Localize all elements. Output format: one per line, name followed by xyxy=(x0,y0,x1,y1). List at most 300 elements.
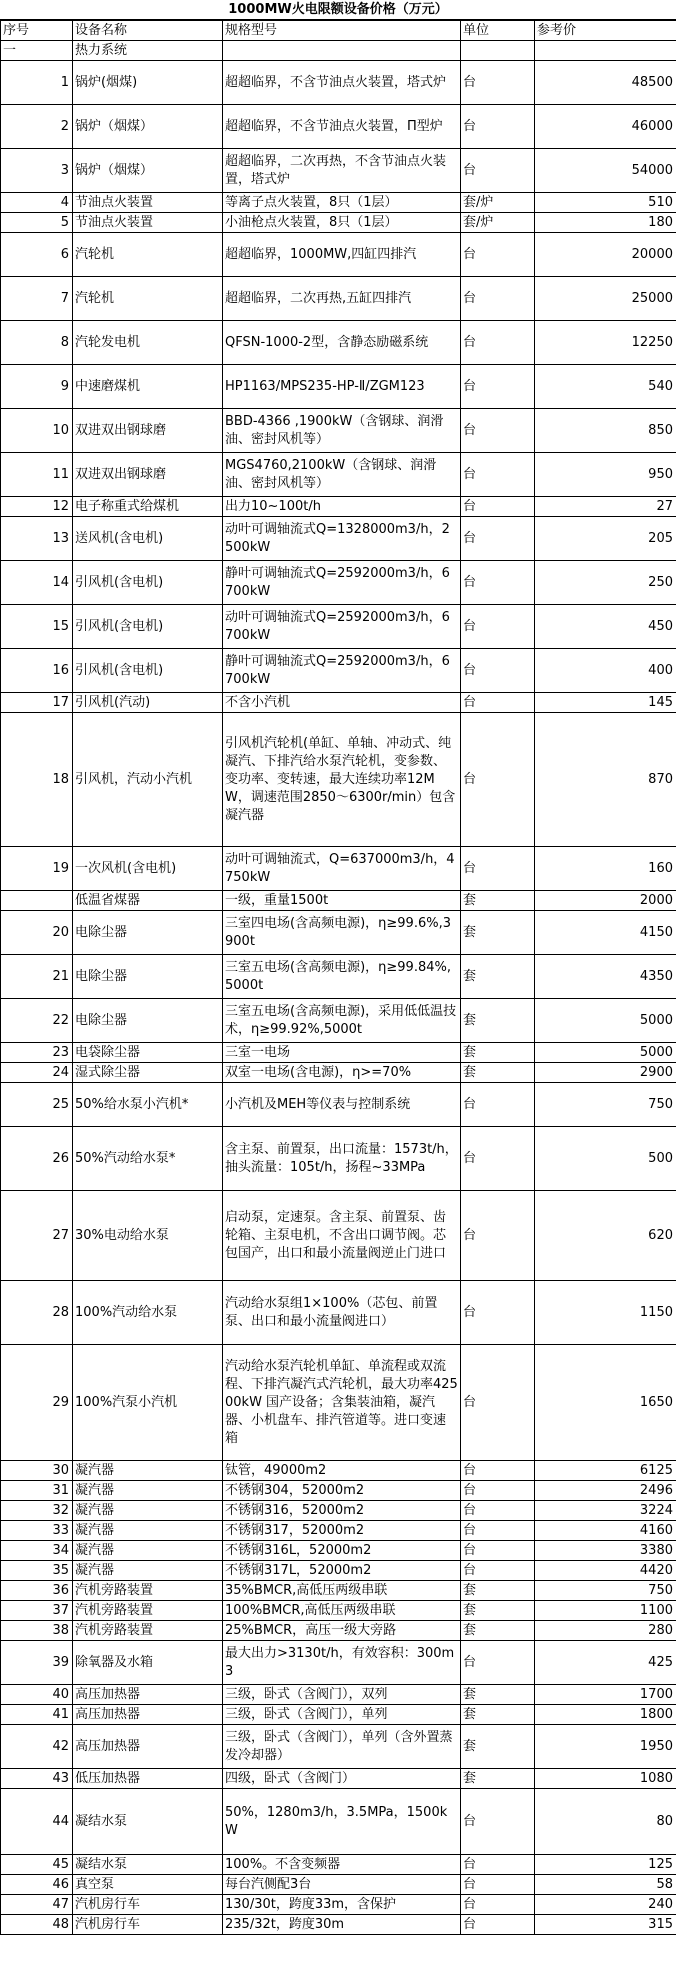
cell-no: 42 xyxy=(1,1725,73,1769)
cell-price: 5000 xyxy=(535,1043,676,1063)
cell-price: 205 xyxy=(535,517,676,561)
cell-spec: 不锈钢316L，52000m2 xyxy=(223,1541,461,1561)
cell-unit: 台 xyxy=(461,693,535,713)
cell-no: 22 xyxy=(1,999,73,1043)
table-row xyxy=(1,1481,676,1501)
table-row xyxy=(1,1501,676,1521)
cell-unit: 台 xyxy=(461,1083,535,1127)
table-row xyxy=(1,1915,676,1935)
section-unit xyxy=(461,41,535,61)
table-row xyxy=(1,149,676,193)
cell-spec: 引风机汽轮机(单缸、单轴、冲动式、纯凝汽、下排汽给水泵汽轮机，变参数、变功率、变转速，最大连续功率12MW，调速范围2850～6300r/min）包含凝汽器 xyxy=(223,713,461,847)
equipment-price-table xyxy=(0,20,676,1935)
cell-price: 620 xyxy=(535,1191,676,1281)
table-row xyxy=(1,1895,676,1915)
cell-name: 中速磨煤机 xyxy=(73,365,223,409)
cell-name: 凝汽器 xyxy=(73,1461,223,1481)
table-row xyxy=(1,1685,676,1705)
cell-price: 48500 xyxy=(535,61,676,105)
table-row xyxy=(1,517,676,561)
cell-no: 25 xyxy=(1,1083,73,1127)
cell-spec: 不锈钢316，52000m2 xyxy=(223,1501,461,1521)
table-row xyxy=(1,713,676,847)
table-row xyxy=(1,1521,676,1541)
cell-unit: 台 xyxy=(461,1481,535,1501)
cell-no: 31 xyxy=(1,1481,73,1501)
cell-name: 高压加热器 xyxy=(73,1685,223,1705)
cell-unit: 台 xyxy=(461,1501,535,1521)
cell-price: 2496 xyxy=(535,1481,676,1501)
cell-price: 950 xyxy=(535,453,676,497)
cell-name: 50%给水泵小汽机* xyxy=(73,1083,223,1127)
cell-unit: 台 xyxy=(461,1541,535,1561)
cell-unit: 台 xyxy=(461,321,535,365)
cell-unit: 台 xyxy=(461,517,535,561)
cell-price: 46000 xyxy=(535,105,676,149)
cell-unit: 台 xyxy=(461,605,535,649)
cell-price: 54000 xyxy=(535,149,676,193)
cell-price: 425 xyxy=(535,1641,676,1685)
cell-price: 1950 xyxy=(535,1725,676,1769)
cell-price: 4160 xyxy=(535,1521,676,1541)
cell-price: 870 xyxy=(535,713,676,847)
cell-no: 35 xyxy=(1,1561,73,1581)
cell-name: 低温省煤器 xyxy=(73,891,223,911)
cell-name: 凝汽器 xyxy=(73,1541,223,1561)
cell-price: 750 xyxy=(535,1581,676,1601)
cell-spec: 汽动给水泵汽轮机单缸、单流程或双流程、下排汽凝汽式汽轮机，最大功率42500kW 国产设备；含集装油箱，凝汽器、小机盘车、排汽管道等。进口变速箱 xyxy=(223,1345,461,1461)
cell-price: 850 xyxy=(535,409,676,453)
cell-price: 1700 xyxy=(535,1685,676,1705)
cell-name: 凝汽器 xyxy=(73,1521,223,1541)
cell-spec: 100%BMCR,高低压两级串联 xyxy=(223,1601,461,1621)
cell-name: 节油点火装置 xyxy=(73,213,223,233)
cell-price: 4150 xyxy=(535,911,676,955)
table-row xyxy=(1,365,676,409)
cell-unit: 台 xyxy=(461,453,535,497)
cell-spec: 不含小汽机 xyxy=(223,693,461,713)
cell-price: 1650 xyxy=(535,1345,676,1461)
cell-spec: 每台汽侧配3台 xyxy=(223,1875,461,1895)
cell-price: 5000 xyxy=(535,999,676,1043)
table-row xyxy=(1,693,676,713)
cell-name: 汽轮发电机 xyxy=(73,321,223,365)
cell-no: 41 xyxy=(1,1705,73,1725)
table-row xyxy=(1,1461,676,1481)
table-row xyxy=(1,911,676,955)
cell-unit: 套 xyxy=(461,1043,535,1063)
cell-unit: 台 xyxy=(461,149,535,193)
cell-no: 36 xyxy=(1,1581,73,1601)
cell-spec: 动叶可调轴流式Q=1328000m3/h，2500kW xyxy=(223,517,461,561)
cell-unit: 套 xyxy=(461,1063,535,1083)
header-unit: 单位 xyxy=(461,21,535,41)
cell-no: 38 xyxy=(1,1621,73,1641)
cell-price: 125 xyxy=(535,1855,676,1875)
cell-no: 3 xyxy=(1,149,73,193)
cell-no: 40 xyxy=(1,1685,73,1705)
cell-spec: 100%。不含变频器 xyxy=(223,1855,461,1875)
cell-spec: 不锈钢317L，52000m2 xyxy=(223,1561,461,1581)
cell-no: 9 xyxy=(1,365,73,409)
cell-no: 2 xyxy=(1,105,73,149)
table-row xyxy=(1,999,676,1043)
cell-name: 电子称重式给煤机 xyxy=(73,497,223,517)
cell-no: 28 xyxy=(1,1281,73,1345)
cell-price: 400 xyxy=(535,649,676,693)
cell-unit: 台 xyxy=(461,1915,535,1935)
cell-name: 高压加热器 xyxy=(73,1705,223,1725)
cell-no: 23 xyxy=(1,1043,73,1063)
cell-unit: 台 xyxy=(461,1855,535,1875)
cell-no: 37 xyxy=(1,1601,73,1621)
table-row xyxy=(1,561,676,605)
table-row xyxy=(1,1191,676,1281)
table-row xyxy=(1,1083,676,1127)
cell-no: 10 xyxy=(1,409,73,453)
cell-no: 17 xyxy=(1,693,73,713)
table-row xyxy=(1,1281,676,1345)
cell-spec: 35%BMCR,高低压两级串联 xyxy=(223,1581,461,1601)
table-row xyxy=(1,1561,676,1581)
cell-spec: 三级，卧式（含阀门），双列 xyxy=(223,1685,461,1705)
cell-unit: 台 xyxy=(461,233,535,277)
cell-price: 240 xyxy=(535,1895,676,1915)
cell-name: 引风机，汽动小汽机 xyxy=(73,713,223,847)
cell-no: 4 xyxy=(1,193,73,213)
cell-spec: 含主泵、前置泵，出口流量：1573t/h，抽头流量：105t/h，扬程~33MPa xyxy=(223,1127,461,1191)
cell-spec: 三室四电场(含高频电源)，η≥99.6%,3900t xyxy=(223,911,461,955)
table-row xyxy=(1,497,676,517)
cell-price: 2000 xyxy=(535,891,676,911)
cell-unit: 台 xyxy=(461,365,535,409)
cell-unit: 台 xyxy=(461,1281,535,1345)
cell-unit: 套/炉 xyxy=(461,193,535,213)
cell-name: 凝结水泵 xyxy=(73,1789,223,1855)
cell-unit: 套 xyxy=(461,999,535,1043)
cell-name: 锅炉(烟煤) xyxy=(73,61,223,105)
cell-name: 凝汽器 xyxy=(73,1561,223,1581)
cell-unit: 台 xyxy=(461,1127,535,1191)
cell-no: 24 xyxy=(1,1063,73,1083)
cell-spec: 静叶可调轴流式Q=2592000m3/h，6700kW xyxy=(223,649,461,693)
cell-no: 46 xyxy=(1,1875,73,1895)
cell-price: 20000 xyxy=(535,233,676,277)
cell-price: 4350 xyxy=(535,955,676,999)
cell-no: 34 xyxy=(1,1541,73,1561)
table-row xyxy=(1,1789,676,1855)
cell-unit: 套/炉 xyxy=(461,213,535,233)
section-no: 一 xyxy=(1,41,73,61)
cell-unit: 台 xyxy=(461,1875,535,1895)
cell-no: 19 xyxy=(1,847,73,891)
cell-spec: 50%，1280m3/h，3.5MPa，1500kW xyxy=(223,1789,461,1855)
cell-price: 250 xyxy=(535,561,676,605)
table-row xyxy=(1,61,676,105)
table-row xyxy=(1,605,676,649)
cell-no: 5 xyxy=(1,213,73,233)
cell-spec: 超超临界，不含节油点火装置，塔式炉 xyxy=(223,61,461,105)
cell-unit: 套 xyxy=(461,1621,535,1641)
cell-price: 500 xyxy=(535,1127,676,1191)
section-spec xyxy=(223,41,461,61)
table-row xyxy=(1,1641,676,1685)
table-row xyxy=(1,891,676,911)
cell-name: 汽机旁路装置 xyxy=(73,1621,223,1641)
cell-spec: 三室五电场(含高频电源)，采用低低温技术，η≥99.92%,5000t xyxy=(223,999,461,1043)
table-row xyxy=(1,1043,676,1063)
cell-no: 29 xyxy=(1,1345,73,1461)
cell-spec: 最大出力>3130t/h，有效容积：300m3 xyxy=(223,1641,461,1685)
cell-spec: 25%BMCR，高压一级大旁路 xyxy=(223,1621,461,1641)
cell-unit: 台 xyxy=(461,1895,535,1915)
cell-unit: 套 xyxy=(461,1769,535,1789)
cell-name: 汽轮机 xyxy=(73,277,223,321)
cell-spec: 三级，卧式（含阀门），单列（含外置蒸发冷却器） xyxy=(223,1725,461,1769)
cell-spec: MGS4760,2100kW（含钢球、润滑油、密封风机等） xyxy=(223,453,461,497)
cell-unit: 台 xyxy=(461,1561,535,1581)
cell-name: 真空泵 xyxy=(73,1875,223,1895)
cell-price: 3380 xyxy=(535,1541,676,1561)
cell-unit: 台 xyxy=(461,497,535,517)
cell-name: 电袋除尘器 xyxy=(73,1043,223,1063)
cell-no: 21 xyxy=(1,955,73,999)
cell-no xyxy=(1,891,73,911)
cell-price: 280 xyxy=(535,1621,676,1641)
cell-spec: 三室一电场 xyxy=(223,1043,461,1063)
cell-unit: 套 xyxy=(461,911,535,955)
sheet-title: 1000MW火电限额设备价格（万元） xyxy=(0,0,676,20)
cell-name: 节油点火装置 xyxy=(73,193,223,213)
table-row xyxy=(1,1581,676,1601)
cell-unit: 台 xyxy=(461,561,535,605)
table-row xyxy=(1,1541,676,1561)
cell-price: 80 xyxy=(535,1789,676,1855)
cell-name: 双进双出钢球磨 xyxy=(73,453,223,497)
cell-price: 27 xyxy=(535,497,676,517)
cell-no: 44 xyxy=(1,1789,73,1855)
cell-unit: 套 xyxy=(461,891,535,911)
cell-unit: 台 xyxy=(461,1641,535,1685)
cell-price: 12250 xyxy=(535,321,676,365)
cell-no: 7 xyxy=(1,277,73,321)
cell-unit: 台 xyxy=(461,649,535,693)
cell-unit: 台 xyxy=(461,409,535,453)
table-row xyxy=(1,955,676,999)
cell-spec: 钛管，49000m2 xyxy=(223,1461,461,1481)
table-row xyxy=(1,193,676,213)
table-row xyxy=(1,453,676,497)
cell-name: 送风机(含电机) xyxy=(73,517,223,561)
cell-price: 315 xyxy=(535,1915,676,1935)
cell-spec: 超超临界，二次再热，不含节油点火装置，塔式炉 xyxy=(223,149,461,193)
cell-unit: 台 xyxy=(461,105,535,149)
cell-name: 低压加热器 xyxy=(73,1769,223,1789)
cell-unit: 台 xyxy=(461,1521,535,1541)
cell-unit: 套 xyxy=(461,1685,535,1705)
table-row xyxy=(1,321,676,365)
cell-name: 汽机房行车 xyxy=(73,1915,223,1935)
cell-unit: 台 xyxy=(461,1191,535,1281)
cell-name: 除氧器及水箱 xyxy=(73,1641,223,1685)
table-row xyxy=(1,1769,676,1789)
cell-price: 450 xyxy=(535,605,676,649)
cell-no: 1 xyxy=(1,61,73,105)
cell-unit: 台 xyxy=(461,713,535,847)
cell-price: 3224 xyxy=(535,1501,676,1521)
cell-no: 13 xyxy=(1,517,73,561)
cell-spec: 小油枪点火装置，8只（1层） xyxy=(223,213,461,233)
cell-name: 引风机(含电机) xyxy=(73,561,223,605)
cell-spec: 启动泵，定速泵。含主泵、前置泵、齿轮箱、主泵电机，不含出口调节阀。芯包国产，出口和最小流量阀逆止门进口 xyxy=(223,1191,461,1281)
cell-name: 100%汽泵小汽机 xyxy=(73,1345,223,1461)
cell-spec: 小汽机及MEH等仪表与控制系统 xyxy=(223,1083,461,1127)
cell-price: 58 xyxy=(535,1875,676,1895)
cell-no: 20 xyxy=(1,911,73,955)
cell-price: 750 xyxy=(535,1083,676,1127)
cell-unit: 台 xyxy=(461,847,535,891)
cell-spec: 130/30t，跨度33m，含保护 xyxy=(223,1895,461,1915)
section-row xyxy=(1,41,676,61)
cell-unit: 台 xyxy=(461,1345,535,1461)
cell-price: 6125 xyxy=(535,1461,676,1481)
table-row xyxy=(1,1855,676,1875)
cell-name: 凝结水泵 xyxy=(73,1855,223,1875)
cell-name: 凝汽器 xyxy=(73,1501,223,1521)
cell-name: 汽机旁路装置 xyxy=(73,1581,223,1601)
cell-name: 引风机(汽动) xyxy=(73,693,223,713)
cell-price: 510 xyxy=(535,193,676,213)
cell-price: 4420 xyxy=(535,1561,676,1581)
cell-spec: 动叶可调轴流式，Q=637000m3/h，4750kW xyxy=(223,847,461,891)
cell-unit: 套 xyxy=(461,1725,535,1769)
table-row xyxy=(1,1345,676,1461)
header-no: 序号 xyxy=(1,21,73,41)
cell-no: 39 xyxy=(1,1641,73,1685)
cell-name: 50%汽动给水泵* xyxy=(73,1127,223,1191)
cell-unit: 台 xyxy=(461,1789,535,1855)
section-price xyxy=(535,41,676,61)
table-body xyxy=(1,21,676,1935)
header-price: 参考价 xyxy=(535,21,676,41)
cell-spec: 等离子点火装置，8只（1层） xyxy=(223,193,461,213)
cell-spec: 不锈钢317，52000m2 xyxy=(223,1521,461,1541)
cell-no: 8 xyxy=(1,321,73,365)
section-name: 热力系统 xyxy=(73,41,223,61)
table-row xyxy=(1,233,676,277)
cell-price: 25000 xyxy=(535,277,676,321)
cell-name: 一次风机(含电机) xyxy=(73,847,223,891)
cell-name: 锅炉（烟煤） xyxy=(73,105,223,149)
cell-spec: 汽动给水泵组1×100%（芯包、前置泵、出口和最小流量阀进口） xyxy=(223,1281,461,1345)
cell-name: 100%汽动给水泵 xyxy=(73,1281,223,1345)
header-row xyxy=(1,21,676,41)
cell-no: 43 xyxy=(1,1769,73,1789)
cell-no: 11 xyxy=(1,453,73,497)
cell-spec: 双室一电场(含电源)，η>=70% xyxy=(223,1063,461,1083)
cell-name: 凝汽器 xyxy=(73,1481,223,1501)
header-name: 设备名称 xyxy=(73,21,223,41)
cell-spec: 动叶可调轴流式Q=2592000m3/h，6700kW xyxy=(223,605,461,649)
cell-spec: BBD-4366 ,1900kW（含钢球、润滑油、密封风机等） xyxy=(223,409,461,453)
cell-no: 18 xyxy=(1,713,73,847)
cell-no: 47 xyxy=(1,1895,73,1915)
cell-price: 160 xyxy=(535,847,676,891)
cell-unit: 套 xyxy=(461,1705,535,1725)
table-row xyxy=(1,1621,676,1641)
cell-spec: 超超临界，二次再热,五缸四排汽 xyxy=(223,277,461,321)
cell-spec: 三室五电场(含高频电源)，η≥99.84%,5000t xyxy=(223,955,461,999)
table-row xyxy=(1,409,676,453)
cell-spec: 超超临界，不含节油点火装置，Π型炉 xyxy=(223,105,461,149)
cell-price: 1080 xyxy=(535,1769,676,1789)
cell-no: 26 xyxy=(1,1127,73,1191)
cell-spec: 超超临界，1000MW,四缸四排汽 xyxy=(223,233,461,277)
table-row xyxy=(1,649,676,693)
cell-name: 双进双出钢球磨 xyxy=(73,409,223,453)
cell-name: 电除尘器 xyxy=(73,955,223,999)
cell-price: 180 xyxy=(535,213,676,233)
cell-name: 汽机房行车 xyxy=(73,1895,223,1915)
table-row xyxy=(1,277,676,321)
cell-name: 30%电动给水泵 xyxy=(73,1191,223,1281)
cell-price: 540 xyxy=(535,365,676,409)
cell-spec: 一级，重量1500t xyxy=(223,891,461,911)
cell-name: 电除尘器 xyxy=(73,911,223,955)
cell-no: 16 xyxy=(1,649,73,693)
cell-unit: 套 xyxy=(461,955,535,999)
cell-no: 32 xyxy=(1,1501,73,1521)
cell-no: 6 xyxy=(1,233,73,277)
cell-no: 30 xyxy=(1,1461,73,1481)
cell-spec: 静叶可调轴流式Q=2592000m3/h，6700kW xyxy=(223,561,461,605)
cell-no: 14 xyxy=(1,561,73,605)
cell-unit: 台 xyxy=(461,61,535,105)
cell-unit: 套 xyxy=(461,1581,535,1601)
cell-no: 48 xyxy=(1,1915,73,1935)
cell-price: 2900 xyxy=(535,1063,676,1083)
cell-price: 1150 xyxy=(535,1281,676,1345)
table-row xyxy=(1,1875,676,1895)
cell-no: 12 xyxy=(1,497,73,517)
cell-spec: HP1163/MPS235-HP-Ⅱ/ZGM123 xyxy=(223,365,461,409)
table-row xyxy=(1,105,676,149)
cell-name: 引风机(含电机) xyxy=(73,649,223,693)
table-row xyxy=(1,1601,676,1621)
cell-unit: 台 xyxy=(461,277,535,321)
cell-spec: 235/32t，跨度30m xyxy=(223,1915,461,1935)
cell-price: 1100 xyxy=(535,1601,676,1621)
cell-spec: QFSN-1000-2型，含静态励磁系统 xyxy=(223,321,461,365)
cell-spec: 出力10~100t/h xyxy=(223,497,461,517)
cell-name: 汽机旁路装置 xyxy=(73,1601,223,1621)
cell-spec: 三级，卧式（含阀门），单列 xyxy=(223,1705,461,1725)
cell-name: 锅炉（烟煤） xyxy=(73,149,223,193)
table-row xyxy=(1,1705,676,1725)
cell-no: 27 xyxy=(1,1191,73,1281)
cell-no: 33 xyxy=(1,1521,73,1541)
cell-unit: 台 xyxy=(461,1461,535,1481)
table-row xyxy=(1,847,676,891)
cell-no: 15 xyxy=(1,605,73,649)
cell-price: 145 xyxy=(535,693,676,713)
cell-name: 高压加热器 xyxy=(73,1725,223,1769)
table-row xyxy=(1,1725,676,1769)
cell-price: 1800 xyxy=(535,1705,676,1725)
table-row xyxy=(1,1127,676,1191)
table-row xyxy=(1,213,676,233)
cell-spec: 不锈钢304，52000m2 xyxy=(223,1481,461,1501)
